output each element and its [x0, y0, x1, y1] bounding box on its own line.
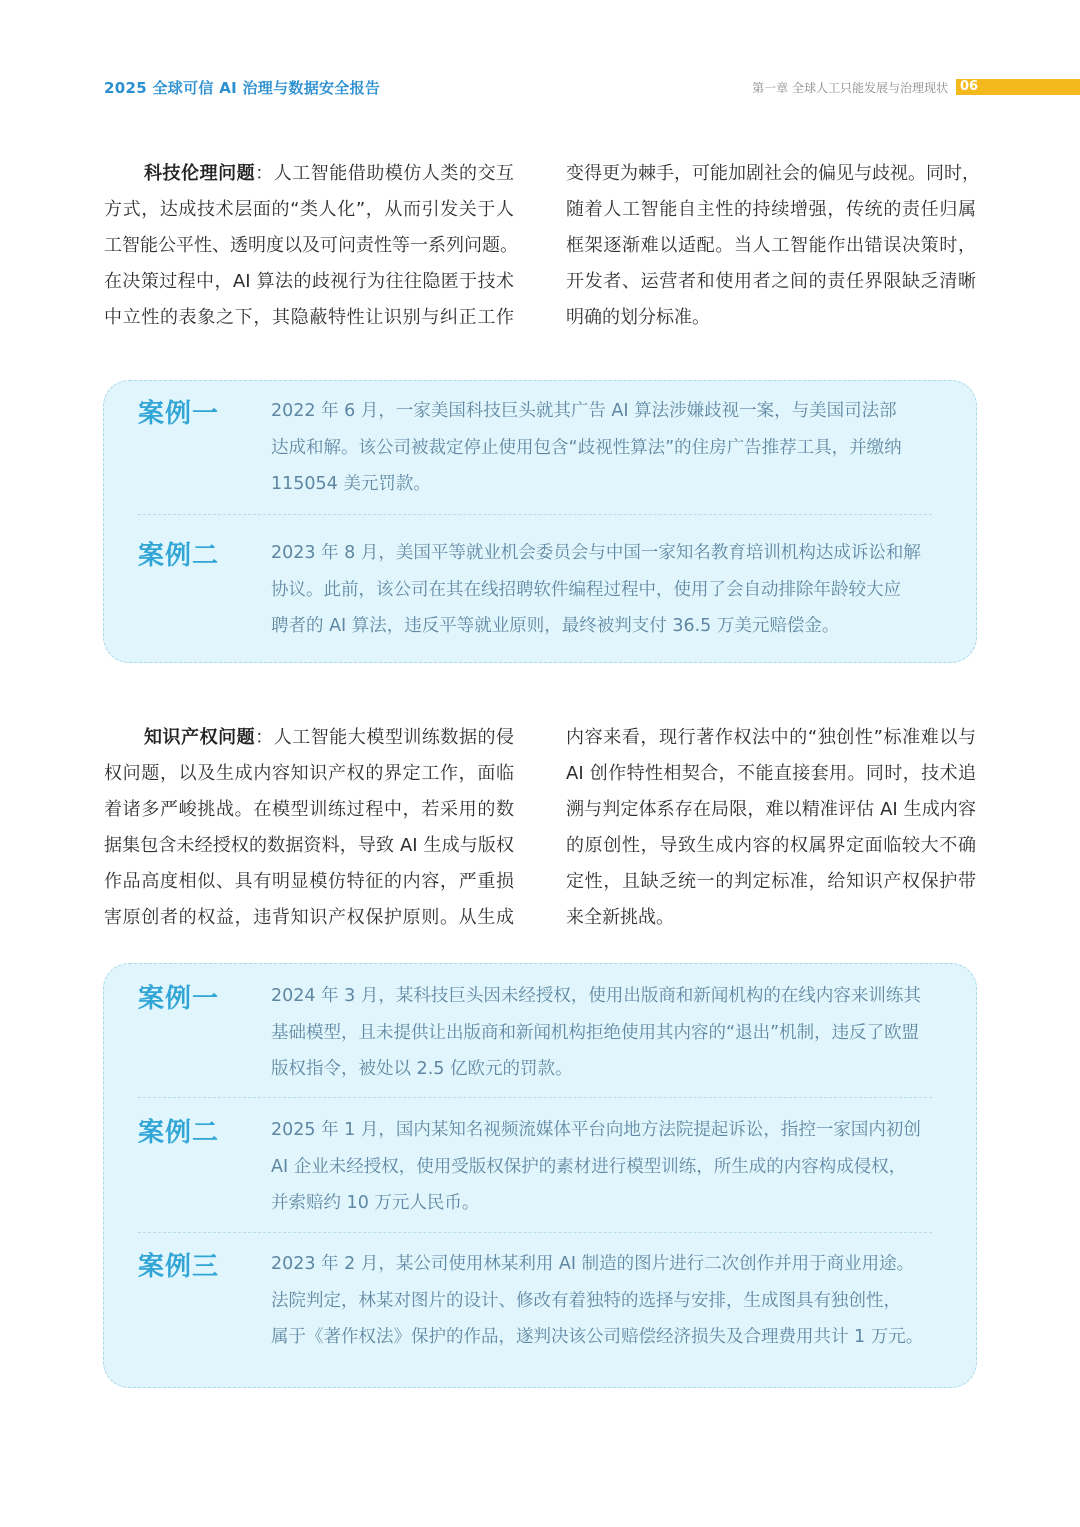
page-number: 06: [956, 79, 1080, 95]
ethics-line-3: 在决策过程中，AI 算法的歧视行为往往隐匿于技术: [104, 271, 514, 292]
ip-right-line: 溯与判定体系存在局限，难以精准评估 AI 生成内容: [566, 799, 976, 820]
case-line: 协议。此前，该公司在其在线招聘软件编程过程中，使用了会自动排除年龄较大应: [271, 579, 901, 600]
case-line: 115054 美元罚款。: [271, 474, 431, 494]
ethics-right-line: 明确的划分标准。: [566, 307, 710, 328]
ip-line: 权问题，以及生成内容知识产权的界定工作，面临: [104, 763, 514, 784]
ip-line-0: ：人工智能大模型训练数据的侵: [255, 727, 515, 748]
case-text: [271, 393, 932, 503]
case-item: [138, 1246, 932, 1356]
ethics-right-line: 随着人工智能自主性的持续增强，传统的责任归属: [566, 199, 976, 220]
ethics-lead: 科技伦理问题: [144, 163, 256, 184]
ethics-right-line: 开发者、运营者和使用者之间的责任界限缺乏清晰: [566, 271, 976, 292]
case-text: [271, 1112, 932, 1222]
ethics-line-0: ：人工智能借助模仿人类的交互: [255, 163, 515, 184]
case-box-ip: [103, 963, 977, 1388]
ip-right-line: 内容来看，现行著作权法中的“独创性”标准难以与: [566, 727, 976, 748]
ip-right-line: AI 创作特性相契合，不能直接套用。同时，技术追: [566, 763, 976, 784]
case-text: [271, 978, 932, 1088]
case-divider: [138, 1097, 932, 1098]
case-line: 基础模型，且未提供让出版商和新闻机构拒绝使用其内容的“退出”机制，违反了欧盟: [271, 1022, 920, 1043]
ip-right-line: 的原创性，导致生成内容的权属界定面临较大不确: [566, 835, 976, 856]
case-line: 2023 年 2 月，某公司使用林某利用 AI 制造的图片进行二次创作并用于商业用途。: [271, 1254, 915, 1274]
case-label: 案例一: [138, 984, 220, 1014]
case-item: [138, 978, 932, 1088]
ethics-line-4: 中立性的表象之下，其隐蔽特性让识别与纠正工作: [104, 307, 514, 328]
case-line: 2024 年 3 月，某科技巨头因未经授权，使用出版商和新闻机构的在线内容来训练其: [271, 986, 921, 1006]
case-divider: [138, 1232, 932, 1233]
case-line: AI 企业未经授权，使用受版权保护的素材进行模型训练，所生成的内容构成侵权，: [271, 1156, 907, 1177]
case-divider: [138, 514, 932, 515]
case-line: 达成和解。该公司被裁定停止使用包含“歧视性算法”的住房广告推荐工具，并缴纳: [271, 437, 902, 458]
ip-right-line: 定性，且缺乏统一的判定标准，给知识产权保护带: [566, 871, 976, 892]
case-line: 2022 年 6 月，一家美国科技巨头就其广告 AI 算法涉嫌歧视一案，与美国司法部: [271, 401, 897, 421]
ethics-line-2: 工智能公平性、透明度以及可问责性等一系列问题。: [104, 235, 518, 256]
case-line: 聘者的 AI 算法，违反平等就业原则，最终被判支付 36.5 万美元赔偿金。: [271, 616, 840, 636]
ip-first-line: [104, 720, 514, 756]
case-label: 案例三: [138, 1252, 220, 1282]
case-line: 法院判定，林某对图片的设计、修改有着独特的选择与安排，生成图具有独创性，: [271, 1290, 901, 1311]
case-line: 并索赔约 10 万元人民币。: [271, 1193, 480, 1213]
ethics-right-line: 变得更为棘手，可能加剧社会的偏见与歧视。同时，: [566, 163, 980, 184]
case-text: [271, 535, 932, 645]
case-box-ethics: [103, 380, 977, 663]
case-item: [138, 535, 932, 645]
ip-line: 着诸多严峻挑战。在模型训练过程中，若采用的数: [104, 799, 514, 820]
chapter-title: 第一章 全球人工只能发展与治理现状: [752, 80, 948, 95]
ip-left-column: [104, 720, 514, 936]
case-item: [138, 1112, 932, 1222]
case-label: 案例一: [138, 399, 220, 429]
ip-right-column: [566, 720, 976, 936]
ethics-line-1: 方式，达成技术层面的“类人化”，从而引发关于人: [104, 199, 514, 220]
ip-line: 害原创者的权益，违背知识产权保护原则。从生成: [104, 907, 514, 928]
report-title: 2025 全球可信 AI 治理与数据安全报告: [104, 79, 381, 97]
case-label: 案例二: [138, 541, 220, 571]
case-label: 案例二: [138, 1118, 220, 1148]
ethics-first-line: [104, 156, 514, 192]
case-line: 属于《著作权法》保护的作品，遂判决该公司赔偿经济损失及合理费用共计 1 万元。: [271, 1327, 924, 1347]
chapter-header: [752, 77, 1080, 97]
ethics-left-column: [104, 156, 518, 336]
ip-line: 据集包含未经授权的数据资料，导致 AI 生成与版权: [104, 835, 514, 856]
case-item: [138, 393, 932, 503]
case-line: 2023 年 8 月，美国平等就业机会委员会与中国一家知名教育培训机构达成诉讼和解: [271, 543, 921, 563]
ethics-right-line: 框架逐渐难以适配。当人工智能作出错误决策时，: [566, 235, 976, 256]
case-text: [271, 1246, 932, 1356]
ip-lead: 知识产权问题: [144, 727, 256, 748]
case-line: 2025 年 1 月，国内某知名视频流媒体平台向地方法院提起诉讼，指控一家国内初创: [271, 1120, 921, 1140]
ip-right-line: 来全新挑战。: [566, 907, 674, 928]
ip-line: 作品高度相似、具有明显模仿特征的内容，严重损: [104, 871, 514, 892]
case-line: 版权指令，被处以 2.5 亿欧元的罚款。: [271, 1059, 573, 1079]
ethics-right-column: [566, 156, 980, 336]
